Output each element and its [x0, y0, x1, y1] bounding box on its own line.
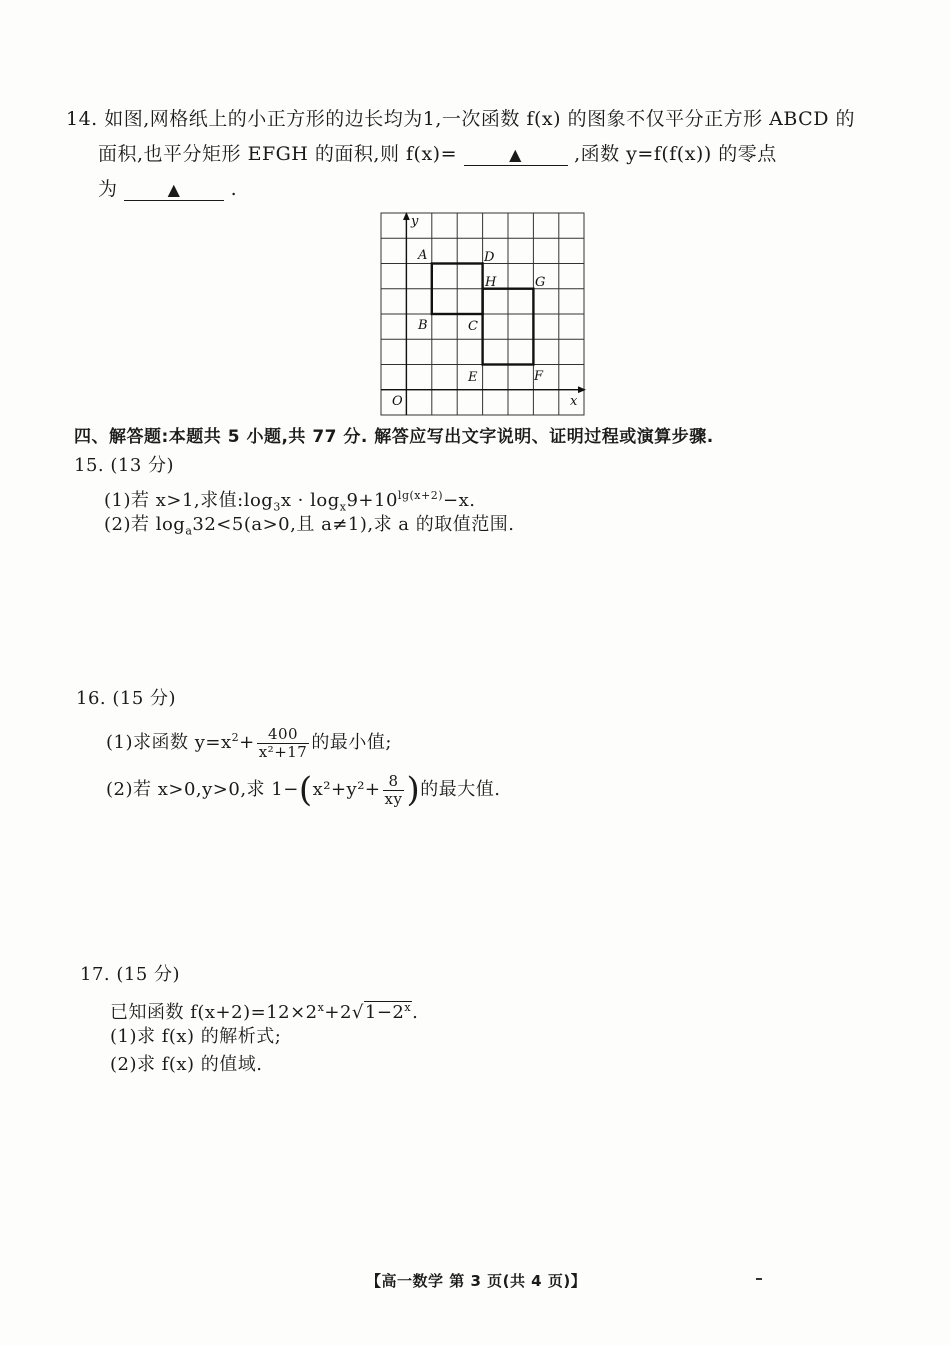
q17-part1: (1)求 f(x) 的解析式; [110, 1026, 282, 1047]
q15-part1-text-4: −x. [442, 490, 476, 511]
q16-fraction-1-den: x²+17 [258, 742, 308, 761]
label-a: A [418, 248, 428, 263]
answer-blank-2[interactable] [124, 180, 224, 201]
q17-given [110, 995, 418, 1026]
scan-speck [756, 1278, 762, 1280]
label-f: F [534, 369, 544, 384]
q17-sqrt-body [364, 1001, 412, 1023]
q17-given-text: 已知函数 f(x+2)=12×2 [110, 1002, 318, 1023]
q16-part2 [106, 770, 500, 810]
q15-part1-exponent: lg(x+2) [397, 489, 443, 502]
q15-part1-sub-x: x [339, 500, 347, 514]
q15-part1-text: (1)若 x>1,求值:log [104, 490, 274, 511]
q16-part2-tail: 的最大值. [420, 779, 501, 800]
q16-fraction-2-num: 8 [383, 773, 405, 791]
sqrt-icon: √ [351, 1002, 364, 1023]
q16-right-paren: ) [406, 770, 421, 810]
triangle-icon: ▲ [167, 180, 181, 199]
q14-line2-text-a: 面积,也平分矩形 EFGH 的面积,则 f(x)= [98, 143, 457, 165]
q14-line3-text-a: 为 [98, 178, 118, 200]
grid-figure [380, 212, 586, 418]
label-e: E [468, 370, 478, 385]
q16-fraction-2 [383, 773, 405, 808]
label-d: D [484, 250, 495, 265]
q15-part2-text-2: 32<5(a>0,且 a≠1),求 a 的取值范围. [192, 514, 515, 535]
q15-part2-text: (2)若 log [104, 514, 186, 535]
x-axis-arrow-icon [578, 386, 586, 393]
q15-part2 [104, 512, 514, 545]
q14-line3 [98, 176, 237, 202]
label-x: x [570, 394, 578, 409]
q16-fraction-1 [257, 726, 310, 761]
q16-left-paren: ( [298, 770, 313, 810]
section-heading: 四、解答题:本题共 5 小题,共 77 分. 解答应写出文字说明、证明过程或演算步骤. [74, 427, 714, 447]
q16-fraction-1-num: 400 [257, 726, 310, 744]
q14-line2 [98, 141, 777, 167]
label-g: G [535, 275, 546, 290]
q16-title: 16. (15 分) [76, 688, 177, 709]
page-footer: 【高一数学 第 3 页(共 4 页)】 [366, 1272, 587, 1290]
q15-part1-text-2: x · log [280, 490, 340, 511]
q14-line2-text-b: ,函数 y=f(f(x)) 的零点 [574, 143, 777, 165]
q16-part1-text: (1)求函数 y=x [106, 732, 232, 753]
q16-part2-inner: x²+y²+ [312, 779, 381, 800]
label-c: C [468, 319, 478, 334]
q17-sqrt-text: 1−2 [364, 1002, 405, 1023]
answer-blank-1[interactable] [464, 145, 568, 166]
q16-part1-tail: 的最小值; [311, 732, 392, 753]
q16-part1-plus: + [239, 732, 255, 753]
q17-given-exp-1: x [317, 1001, 325, 1014]
q15-title: 15. (13 分) [74, 455, 175, 476]
q16-part1-exp: 2 [231, 731, 240, 744]
label-b: B [418, 318, 428, 333]
q17-part2: (2)求 f(x) 的值域. [110, 1054, 263, 1075]
q15-part2-sub-a: a [185, 524, 193, 538]
q16-fraction-2-den: xy [384, 789, 403, 808]
label-y: y [411, 214, 419, 229]
q17-title: 17. (15 分) [80, 964, 181, 985]
q15-part1-sub-3: 3 [273, 500, 281, 514]
label-o: O [392, 394, 403, 409]
q16-part2-text: (2)若 x>0,y>0,求 1− [106, 779, 299, 800]
q17-sqrt-exp: x [404, 1001, 412, 1014]
q16-part1 [106, 720, 392, 761]
q17-given-text-2: +2 [324, 1002, 352, 1023]
label-h: H [485, 275, 497, 290]
q17-given-period: . [412, 1002, 419, 1023]
q14-line3-text-b: . [230, 178, 238, 200]
q15-part1-text-3: 9+10 [346, 490, 398, 511]
q14-line1: 14. 如图,网格纸上的小正方形的边长均为1,一次函数 f(x) 的图象不仅平分正方形 ABCD 的 [66, 108, 855, 130]
triangle-icon: ▲ [509, 145, 522, 164]
